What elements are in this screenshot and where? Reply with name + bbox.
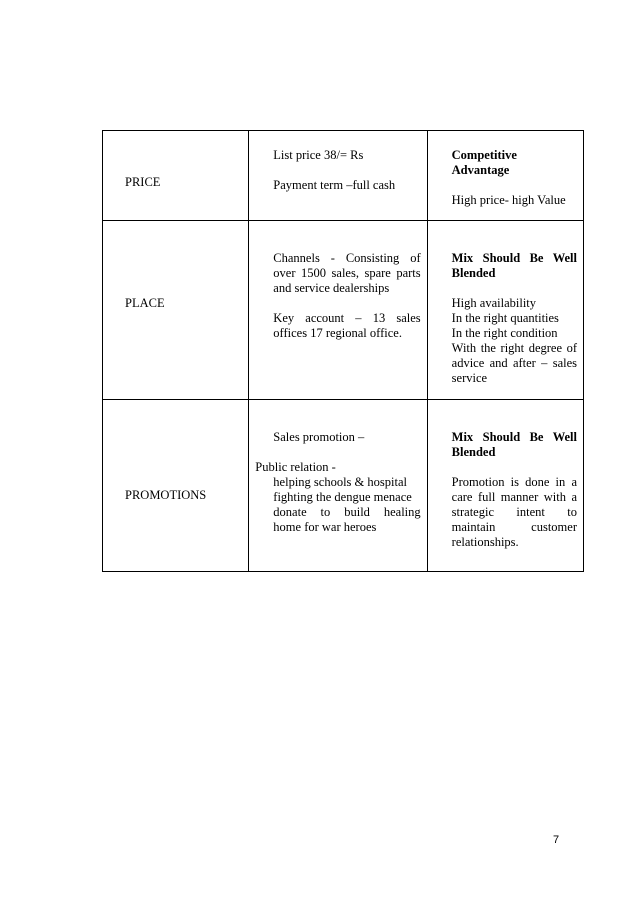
details-line: donate to build healing: [273, 504, 421, 519]
details-line: over 1500 sales, spare parts: [273, 266, 421, 281]
heading-line: Mix Should Be Well: [451, 251, 577, 266]
details-line: Channels - Consisting of: [273, 251, 421, 266]
details-cell-promotions: [249, 399, 427, 571]
label-text: PLACE: [125, 296, 165, 311]
heading-line: Blended: [451, 444, 496, 459]
row-label-promotions: [103, 399, 249, 571]
details-cell-price: [249, 131, 427, 221]
advantage-cell-place: [427, 221, 583, 399]
details-line: fighting the dengue menace: [273, 489, 412, 504]
label-text: PRICE: [125, 175, 161, 190]
heading-line: Mix Should Be Well: [451, 429, 577, 444]
note-line: care full manner with a: [451, 489, 577, 504]
details-cell-place: [249, 221, 427, 399]
note-line: strategic intent to: [451, 504, 577, 519]
list-price: List price 38/= Rs: [273, 148, 364, 162]
details-line: Key account – 13 sales: [273, 311, 421, 326]
table-row-place: [103, 221, 584, 399]
note-line: maintain customer: [451, 519, 577, 534]
advantage-cell-price: [427, 131, 583, 221]
marketing-mix-table: [102, 130, 584, 572]
note-line: In the right quantities: [451, 311, 559, 326]
details-line: home for war heroes: [273, 519, 377, 534]
heading-line: Advantage: [451, 163, 510, 177]
advantage-cell-promotions: [427, 399, 583, 571]
label-text: PROMOTIONS: [125, 487, 207, 502]
public-relation: Public relation -: [255, 459, 336, 474]
note-line: High price- high Value: [451, 193, 566, 207]
heading-line: Competitive: [451, 148, 517, 162]
details-line: and service dealerships: [273, 281, 390, 296]
sales-promotion: Sales promotion –: [273, 429, 365, 444]
details-line: helping schools & hospital: [273, 474, 407, 489]
note-line: relationships.: [451, 534, 519, 549]
note-line: With the right degree of: [451, 341, 577, 356]
table-row-promotions: [103, 399, 584, 571]
note-line: High availability: [451, 296, 537, 311]
table-row-price: [103, 131, 584, 221]
note-line: advice and after – sales: [451, 356, 577, 371]
row-label-place: [103, 221, 249, 399]
details-line: offices 17 regional office.: [273, 326, 402, 341]
heading-line: Blended: [451, 266, 496, 281]
row-label-price: [103, 131, 249, 221]
note-line: service: [451, 371, 488, 386]
note-line: Promotion is done in a: [451, 474, 577, 489]
payment-term: Payment term –full cash: [273, 178, 396, 192]
page-number: 7: [553, 834, 560, 846]
note-line: In the right condition: [451, 326, 558, 341]
